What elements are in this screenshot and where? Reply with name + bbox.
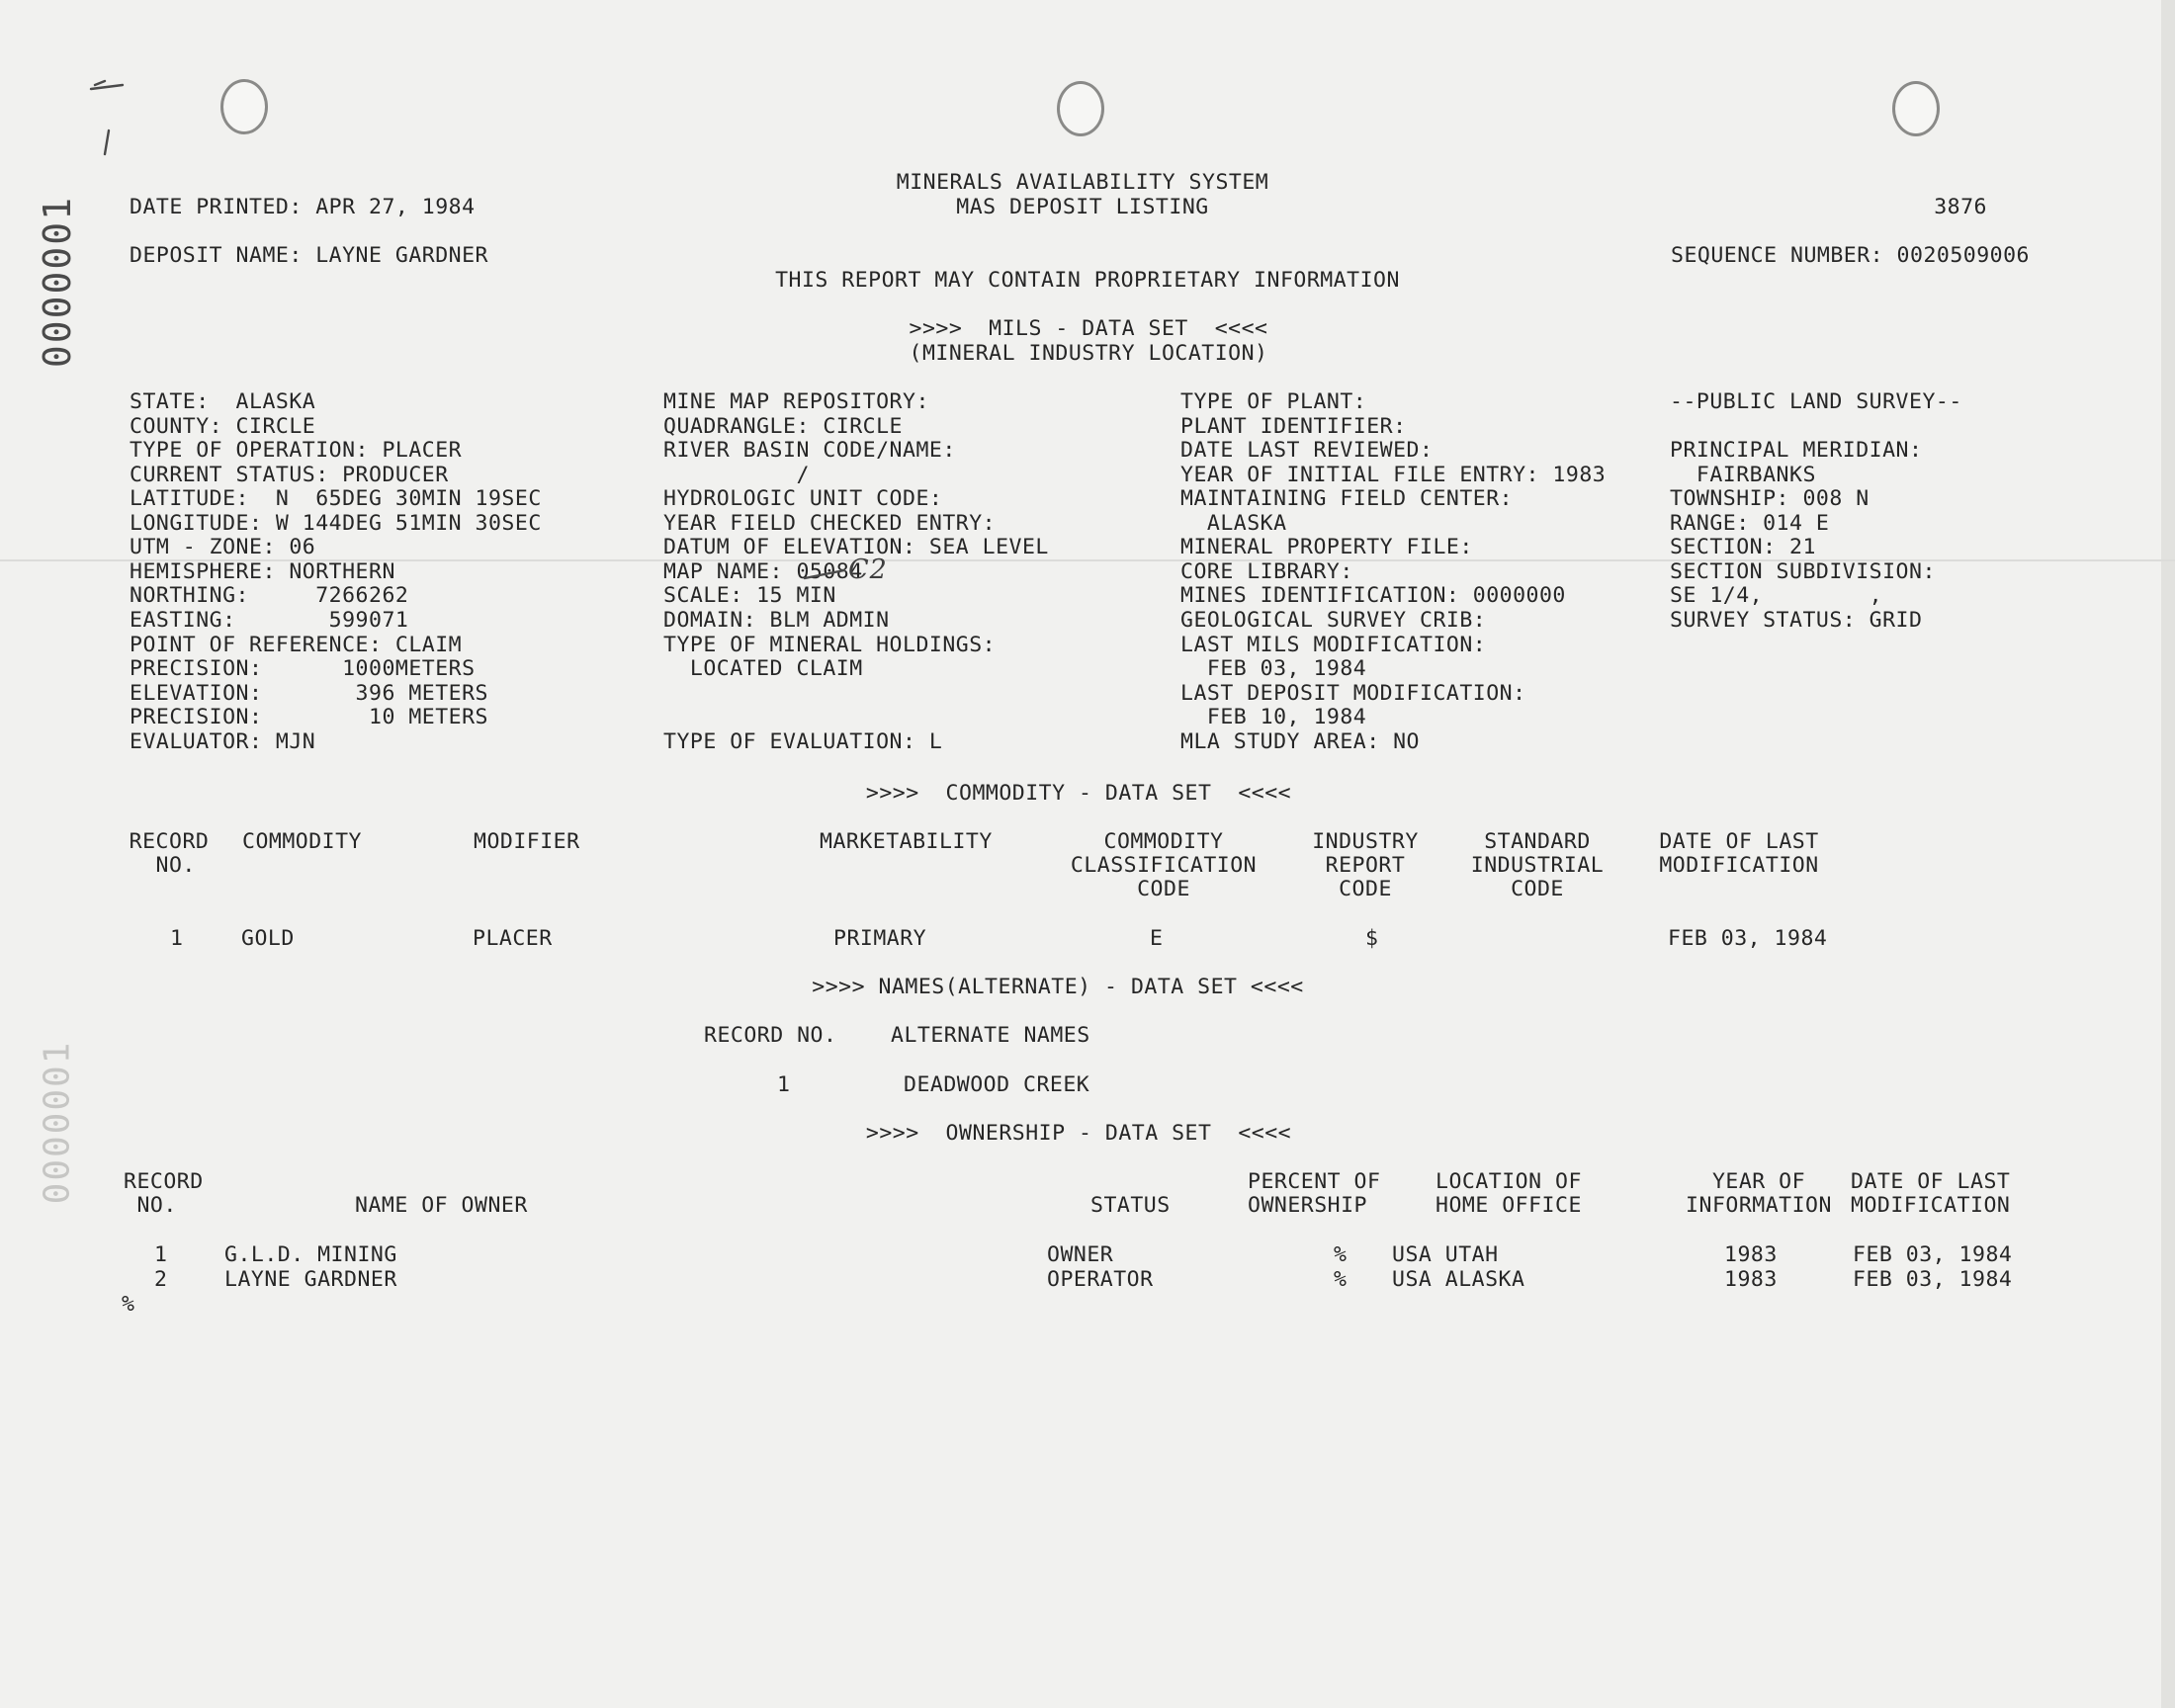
mils-location-field: ELEVATION: 396 METERS bbox=[130, 680, 488, 706]
mils-plant-field: FEB 03, 1984 bbox=[1180, 656, 1367, 682]
commodity-header-industry: INDUSTRY REPORT CODE bbox=[1312, 829, 1419, 901]
mils-plant-field: LAST DEPOSIT MODIFICATION: bbox=[1180, 680, 1526, 706]
commodity-modifier: PLACER bbox=[473, 926, 553, 951]
ownership-header-record: RECORD NO. bbox=[124, 1169, 204, 1218]
mils-plant-field: ALASKA bbox=[1180, 510, 1287, 536]
mils-location-field: POINT OF REFERENCE: CLAIM bbox=[130, 632, 463, 657]
ownership-header-year: YEAR OF INFORMATION bbox=[1686, 1169, 1832, 1218]
mils-map-field: TYPE OF EVALUATION: L bbox=[663, 728, 943, 754]
deposit-name: DEPOSIT NAME: LAYNE GARDNER bbox=[130, 243, 488, 268]
mils-location-field: CURRENT STATUS: PRODUCER bbox=[130, 462, 449, 487]
mils-location-field: STATE: ALASKA bbox=[130, 389, 316, 414]
punch-hole-left bbox=[220, 79, 268, 134]
mils-plant-field: YEAR OF INITIAL FILE ENTRY: 1983 bbox=[1180, 462, 1607, 487]
owner-year: 1983 bbox=[1724, 1242, 1778, 1267]
alternate-name: DEADWOOD CREEK bbox=[904, 1072, 1090, 1097]
names-record-no: 1 bbox=[777, 1072, 791, 1097]
mils-plant-field: CORE LIBRARY: bbox=[1180, 558, 1353, 584]
mils-location-field: TYPE OF OPERATION: PLACER bbox=[130, 438, 463, 464]
owner-status: OPERATOR bbox=[1047, 1266, 1154, 1292]
owner-percent: % bbox=[1334, 1266, 1348, 1292]
mils-map-field: MAP NAME: 05084 bbox=[663, 558, 863, 584]
mils-plant-field: MAINTAINING FIELD CENTER: bbox=[1180, 486, 1514, 512]
names-header-record: RECORD NO. bbox=[704, 1023, 837, 1048]
commodity-marketability: PRIMARY bbox=[833, 926, 927, 951]
owner-name: LAYNE GARDNER bbox=[224, 1266, 397, 1292]
mils-location-field: NORTHING: 7266262 bbox=[130, 583, 409, 609]
commodity-header-modifier: MODIFIER bbox=[474, 829, 580, 854]
commodity-header-classification: COMMODITY CLASSIFICATION CODE bbox=[1070, 829, 1258, 901]
mils-land-survey-field: SE 1/4, , bbox=[1670, 583, 1883, 609]
mils-plant-field: LAST MILS MODIFICATION: bbox=[1180, 632, 1487, 657]
owner-date: FEB 03, 1984 bbox=[1853, 1266, 2013, 1292]
mils-map-field: RIVER BASIN CODE/NAME: bbox=[663, 438, 956, 464]
mils-plant-field: MINES IDENTIFICATION: 0000000 bbox=[1180, 583, 1566, 609]
mils-land-survey-field: --PUBLIC LAND SURVEY-- bbox=[1670, 389, 1962, 414]
mils-plant-field: TYPE OF PLANT: bbox=[1180, 389, 1367, 414]
ownership-header-name: NAME OF OWNER bbox=[355, 1193, 528, 1218]
owner-home-office: USA ALASKA bbox=[1392, 1266, 1525, 1292]
ownership-trailer: % bbox=[122, 1292, 135, 1317]
commodity-section-title: >>>> COMMODITY - DATA SET <<<< bbox=[865, 781, 1292, 806]
commodity-name: GOLD bbox=[241, 926, 295, 951]
mils-land-survey-field: SECTION SUBDIVISION: bbox=[1670, 558, 1936, 584]
ownership-section-title: >>>> OWNERSHIP - DATA SET <<<< bbox=[865, 1121, 1292, 1146]
mils-location-field: PRECISION: 10 METERS bbox=[130, 705, 488, 730]
mils-map-field: HYDROLOGIC UNIT CODE: bbox=[663, 486, 943, 512]
proprietary-notice: THIS REPORT MAY CONTAIN PROPRIETARY INFORMATION bbox=[775, 268, 1400, 293]
mils-section-title: >>>> MILS - DATA SET <<<< bbox=[909, 316, 1268, 341]
mils-map-field: TYPE OF MINERAL HOLDINGS: bbox=[663, 632, 997, 657]
owner-date: FEB 03, 1984 bbox=[1853, 1242, 2013, 1267]
owner-home-office: USA UTAH bbox=[1392, 1242, 1499, 1267]
commodity-industry-code: $ bbox=[1365, 926, 1379, 951]
mils-location-field: EVALUATOR: MJN bbox=[130, 728, 316, 754]
mils-section-subtitle: (MINERAL INDUSTRY LOCATION) bbox=[909, 341, 1268, 366]
punch-hole-center bbox=[1057, 81, 1104, 136]
bleed-through-stamp bbox=[37, 1023, 78, 1221]
page-number: 3876 bbox=[1934, 195, 1987, 219]
handwritten-strike-icon bbox=[803, 560, 852, 596]
commodity-date: FEB 03, 1984 bbox=[1668, 926, 1828, 951]
mils-plant-field: PLANT IDENTIFIER: bbox=[1180, 413, 1407, 439]
owner-record-no: 2 bbox=[154, 1266, 168, 1292]
mils-map-field: DOMAIN: BLM ADMIN bbox=[663, 607, 890, 633]
date-printed: DATE PRINTED: APR 27, 1984 bbox=[130, 195, 476, 219]
pen-marks-icon bbox=[85, 71, 134, 170]
mils-land-survey-field: SECTION: 21 bbox=[1670, 535, 1816, 560]
mils-land-survey-field: SURVEY STATUS: GRID bbox=[1670, 607, 1923, 633]
mils-location-field: LONGITUDE: W 144DEG 51MIN 30SEC bbox=[130, 510, 542, 536]
ownership-header-status: STATUS bbox=[1090, 1193, 1171, 1218]
page-edge bbox=[2161, 0, 2175, 1708]
sequence-number: SEQUENCE NUMBER: 0020509006 bbox=[1671, 243, 2030, 268]
bleed-through-text: 0000001 bbox=[37, 1040, 78, 1204]
mils-location-field: COUNTY: CIRCLE bbox=[130, 413, 316, 439]
mils-plant-field: FEB 10, 1984 bbox=[1180, 705, 1367, 730]
owner-year: 1983 bbox=[1724, 1266, 1778, 1292]
owner-status: OWNER bbox=[1047, 1242, 1114, 1267]
mils-map-field: YEAR FIELD CHECKED ENTRY: bbox=[663, 510, 997, 536]
mils-land-survey-field: FAIRBANKS bbox=[1670, 462, 1816, 487]
commodity-header-date: DATE OF LAST MODIFICATION bbox=[1659, 829, 1819, 878]
mils-land-survey-field: RANGE: 014 E bbox=[1670, 510, 1830, 536]
map-name-handwritten-note: C2 bbox=[848, 555, 888, 585]
owner-percent: % bbox=[1334, 1242, 1348, 1267]
mils-location-field: LATITUDE: N 65DEG 30MIN 19SEC bbox=[130, 486, 542, 512]
document-number-stamp bbox=[36, 178, 79, 385]
mils-plant-field: MINERAL PROPERTY FILE: bbox=[1180, 535, 1473, 560]
mils-map-field: MINE MAP REPOSITORY: bbox=[663, 389, 929, 414]
owner-name: G.L.D. MINING bbox=[224, 1242, 397, 1267]
mils-map-field: SCALE: 15 MIN bbox=[663, 583, 836, 609]
mils-land-survey-field: PRINCIPAL MERIDIAN: bbox=[1670, 438, 1923, 464]
mils-plant-field: GEOLOGICAL SURVEY CRIB: bbox=[1180, 607, 1487, 633]
commodity-classification: E bbox=[1150, 926, 1164, 951]
mils-map-field: / bbox=[663, 462, 810, 487]
ownership-header-location: LOCATION OF HOME OFFICE bbox=[1436, 1169, 1582, 1218]
names-header-names: ALTERNATE NAMES bbox=[891, 1023, 1090, 1048]
mils-land-survey-field: TOWNSHIP: 008 N bbox=[1670, 486, 1870, 512]
ownership-header-percent: PERCENT OF OWNERSHIP bbox=[1248, 1169, 1381, 1218]
mils-map-field: LOCATED CLAIM bbox=[663, 656, 863, 682]
punch-hole-right bbox=[1892, 81, 1940, 136]
mils-location-field: HEMISPHERE: NORTHERN bbox=[130, 558, 395, 584]
commodity-record-no: 1 bbox=[170, 926, 184, 951]
listing-title: MAS DEPOSIT LISTING bbox=[956, 195, 1209, 219]
names-section-title: >>>> NAMES(ALTERNATE) - DATA SET <<<< bbox=[812, 975, 1304, 999]
commodity-header-standard: STANDARD INDUSTRIAL CODE bbox=[1470, 829, 1605, 901]
system-title: MINERALS AVAILABILITY SYSTEM bbox=[896, 170, 1269, 195]
commodity-header-record: RECORD NO. bbox=[129, 829, 210, 878]
commodity-header-marketability: MARKETABILITY bbox=[820, 829, 993, 854]
stamp-text: 0000001 bbox=[36, 195, 79, 369]
mils-map-field: QUADRANGLE: CIRCLE bbox=[663, 413, 903, 439]
mils-location-field: UTM - ZONE: 06 bbox=[130, 535, 316, 560]
mils-location-field: EASTING: 599071 bbox=[130, 607, 409, 633]
mils-map-field: DATUM OF ELEVATION: SEA LEVEL bbox=[663, 535, 1049, 560]
ownership-header-date: DATE OF LAST MODIFICATION bbox=[1851, 1169, 2011, 1218]
owner-record-no: 1 bbox=[154, 1242, 168, 1267]
mils-location-field: PRECISION: 1000METERS bbox=[130, 656, 476, 682]
commodity-header-commodity: COMMODITY bbox=[242, 829, 362, 854]
mils-plant-field: MLA STUDY AREA: NO bbox=[1180, 728, 1420, 754]
mils-plant-field: DATE LAST REVIEWED: bbox=[1180, 438, 1434, 464]
